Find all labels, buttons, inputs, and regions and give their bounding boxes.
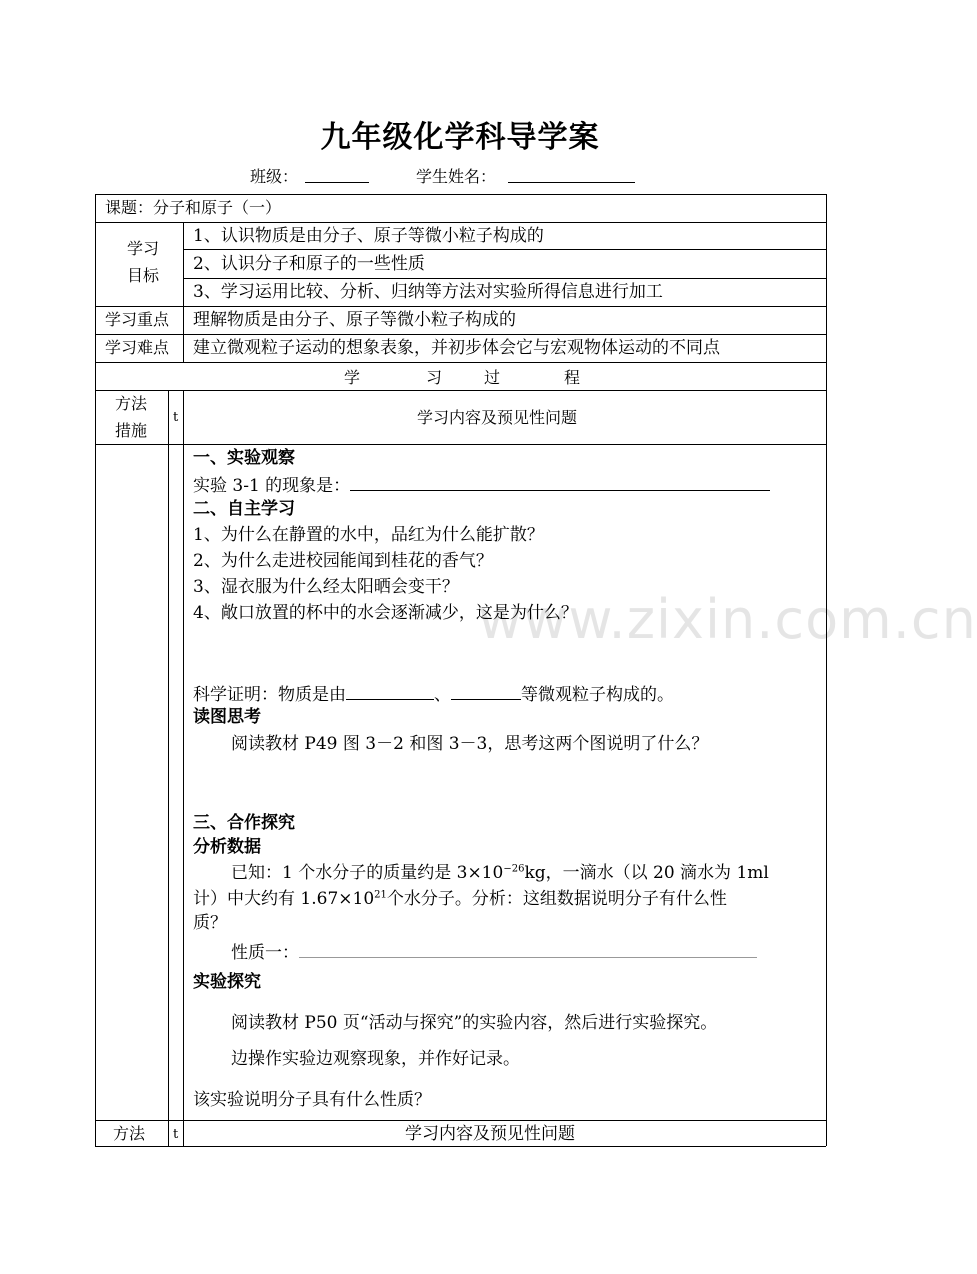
- goal-item: 2、认识分子和原子的一些性质: [193, 254, 425, 274]
- key-point-label: 学习重点: [105, 310, 170, 329]
- lesson-topic: 课题：分子和原子（一）: [105, 198, 282, 217]
- known-text: kg，一滴水（以 20 滴水为 1ml: [524, 863, 769, 883]
- student-name-label: 学生姓名：: [416, 167, 497, 186]
- table-line: [95, 334, 826, 335]
- table-line: [95, 444, 826, 445]
- observation-prompt: 实验 3-1 的现象是：: [193, 476, 351, 496]
- t-column-header: t: [173, 410, 179, 425]
- footer-method-header: 方法: [113, 1124, 146, 1143]
- proof-blank-2[interactable]: [451, 681, 521, 700]
- table-line: [95, 362, 826, 363]
- table-line: [95, 222, 826, 223]
- section-title-data-analysis: 分析数据: [193, 837, 261, 857]
- experiment-question: 该实验说明分子具有什么性质？: [193, 1090, 431, 1110]
- method-header-line2: 措施: [115, 421, 148, 440]
- method-header-line1: 方法: [115, 394, 148, 413]
- footer-t-header: t: [173, 1127, 179, 1142]
- class-label: 班级：: [250, 167, 299, 186]
- experiment-read-text: 阅读教材 P50 页“活动与探究”的实验内容，然后进行实验探究。: [231, 1013, 718, 1033]
- known-text: 个水分子。分析：这组数据说明分子有什么性: [386, 889, 727, 909]
- property-line: [231, 939, 757, 965]
- proof-separator: 、: [434, 685, 451, 705]
- table-line: [95, 1146, 826, 1147]
- student-name-field[interactable]: [508, 164, 635, 183]
- exponent: −26: [503, 863, 525, 875]
- goals-label-line2: 目标: [127, 266, 160, 285]
- section-title-read-figure: 读图思考: [193, 707, 261, 727]
- footer-content-header: 学习内容及预见性问题: [405, 1124, 575, 1144]
- question-item: 1、为什么在静置的水中，品红为什么能扩散？: [193, 525, 544, 545]
- table-line: [183, 249, 826, 250]
- read-figure-text: 阅读教材 P49 图 3－2 和图 3－3，思考这两个图说明了什么？: [231, 734, 709, 754]
- question-item: 4、敞口放置的杯中的水会逐渐减少，这是为什么？: [193, 603, 578, 623]
- worksheet-table: [95, 194, 826, 1146]
- table-line: [95, 1120, 826, 1121]
- section-title-self-study: 二、自主学习: [193, 499, 295, 519]
- key-point-text: 理解物质是由分子、原子等微小粒子构成的: [193, 310, 516, 330]
- table-line: [95, 194, 96, 1146]
- goal-item: 1、认识物质是由分子、原子等微小粒子构成的: [193, 226, 544, 246]
- page-title: 九年级化学科导学案: [320, 120, 600, 155]
- process-header-char: 过: [484, 368, 501, 387]
- section-title-experiment: 实验探究: [193, 972, 261, 992]
- experiment-do-text: 边操作实验边观察现象，并作好记录。: [231, 1049, 520, 1069]
- class-field[interactable]: [305, 164, 369, 183]
- property-label: 性质一：: [231, 943, 299, 963]
- process-header-char: 习: [426, 368, 443, 387]
- content-header: 学习内容及预见性问题: [417, 408, 578, 427]
- difficulty-text: 建立微观粒子运动的想象表象，并初步体会它与宏观物体运动的不同点: [193, 338, 720, 358]
- process-header-char: 程: [564, 368, 581, 387]
- proof-blank-1[interactable]: [346, 681, 434, 700]
- table-line: [826, 194, 827, 1146]
- proof-text: 科学证明：物质是由: [193, 685, 346, 705]
- known-data-line1: [231, 861, 769, 885]
- table-line: [168, 390, 169, 1146]
- section-title-observation: 一、实验观察: [193, 448, 295, 468]
- table-line: [183, 222, 184, 362]
- process-header-char: 学: [344, 368, 361, 387]
- goals-label-line1: 学习: [127, 239, 160, 258]
- science-proof-line: [193, 681, 674, 707]
- table-line: [95, 194, 826, 195]
- observation-answer-blank[interactable]: [350, 472, 770, 491]
- observation-line: [193, 472, 770, 498]
- difficulty-label: 学习难点: [105, 338, 170, 357]
- question-item: 3、湿衣服为什么经太阳晒会变干？: [193, 577, 459, 597]
- section-title-cooperation: 三、合作探究: [193, 813, 295, 833]
- table-line: [95, 306, 826, 307]
- goal-item: 3、学习运用比较、分析、归纳等方法对实验所得信息进行加工: [193, 282, 663, 302]
- known-text: 已知：1 个水分子的质量约是 3×10: [231, 863, 504, 883]
- known-data-line2: [193, 887, 727, 911]
- question-item: 2、为什么走进校园能闻到桂花的香气？: [193, 551, 493, 571]
- known-data-line3: 质？: [193, 913, 227, 933]
- known-text: 计）中大约有 1.67×10: [193, 889, 375, 909]
- exponent: 21: [374, 889, 387, 901]
- table-line: [95, 390, 826, 391]
- watermark: www.zixin.com.cn: [478, 588, 977, 651]
- table-line: [183, 390, 184, 1146]
- property-answer-blank[interactable]: [299, 939, 757, 958]
- proof-text-end: 等微观粒子构成的。: [521, 685, 674, 705]
- table-line: [183, 278, 826, 279]
